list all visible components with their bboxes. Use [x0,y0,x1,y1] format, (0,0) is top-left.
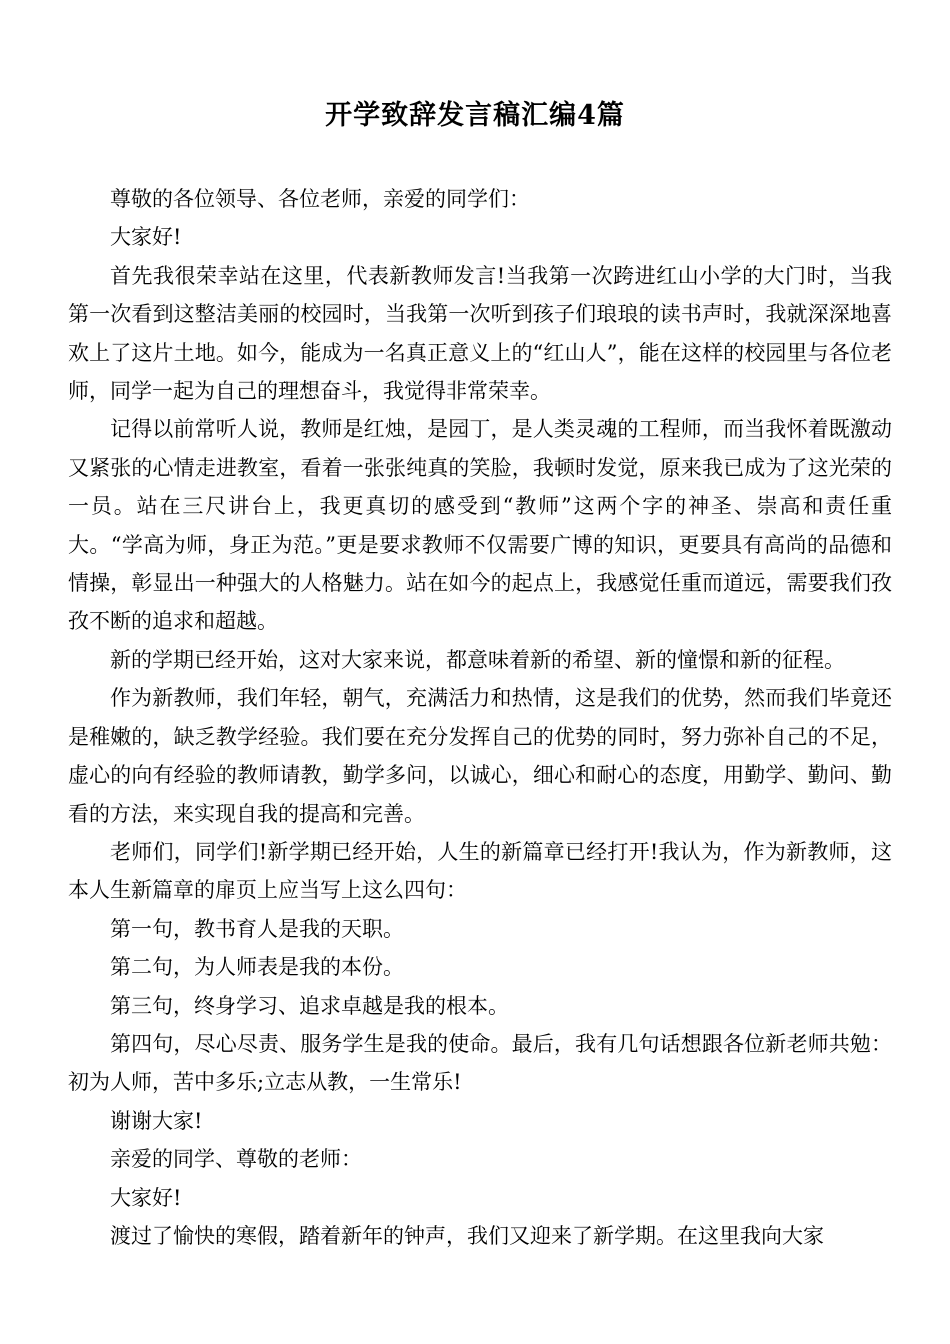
paragraph: 作为新教师，我们年轻，朝气，充满活力和热情，这是我们的优势，然而我们毕竟还是稚嫩的，缺乏教学经验。我们要在充分发挥自己的优势的同时，努力弥补自己的不足，虚心的向有经验的教师请教，勤学多问，以诚心，细心和耐心的态度，用勤学、勤问、勤看的方法，来实现自我的提高和完善。 [68,686,892,826]
paragraph: 第一句，教书育人是我的天职。 [110,916,404,941]
paragraph: 第二句，为人师表是我的本份。 [110,955,404,980]
paragraph: 首先我很荣幸站在这里，代表新教师发言!当我第一次跨进红山小学的大门时，当我第一次看到这整洁美丽的校园时，当我第一次听到孩子们琅琅的读书声时，我就深深地喜欢上了这片土地。如今，能成为一名真正意义上的“红山人”，能在这样的校园里与各位老师，同学一起为自己的理想奋斗，我觉得非常荣幸。 [68,263,892,404]
document-title: 开学致辞发言稿汇编4篇 [325,100,625,131]
paragraph: 渡过了愉快的寒假，踏着新年的钟声，我们又迎来了新学期。在这里我向大家 [110,1223,824,1248]
paragraph: 第三句，终身学习、追求卓越是我的根本。 [110,993,509,1018]
document-body [68,180,892,1255]
paragraph: 第四句，尽心尽责、服务学生是我的使命。最后，我有几句话想跟各位新老师共勉：初为人师，苦中多乐;立志从教，一生常乐! [68,1031,892,1095]
paragraph: 新的学期已经开始，这对大家来说，都意味着新的希望、新的憧憬和新的征程。 [110,647,845,672]
paragraph: 尊敬的各位领导、各位老师，亲爱的同学们： [110,187,530,211]
paragraph: 大家好! [110,225,182,250]
paragraph: 记得以前常听人说，教师是红烛，是园丁，是人类灵魂的工程师，而当我怀着既激动又紧张的心情走进教室，看着一张张纯真的笑脸，我顿时发觉，原来我已成为了这光荣的一员。站在三尺讲台上，我更真切的感受到“教师”这两个字的神圣、崇高和责任重大。“学高为师，身正为范。”更是要求教师不仅需要广博的知识，更要具有高尚的品德和情操，彰显出一种强大的人格魅力。站在如今的起点上，我感觉任重而道远，需要我们孜孜不断的追求和超越。 [68,417,892,634]
paragraph: 谢谢大家! [110,1108,203,1133]
paragraph: 亲爱的同学、尊敬的老师： [110,1147,362,1172]
paragraph: 老师们，同学们!新学期已经开始，人生的新篇章已经打开!我认为，作为新教师，这本人生新篇章的扉页上应当写上这么四句： [68,839,892,903]
paragraph: 大家好! [110,1185,182,1210]
